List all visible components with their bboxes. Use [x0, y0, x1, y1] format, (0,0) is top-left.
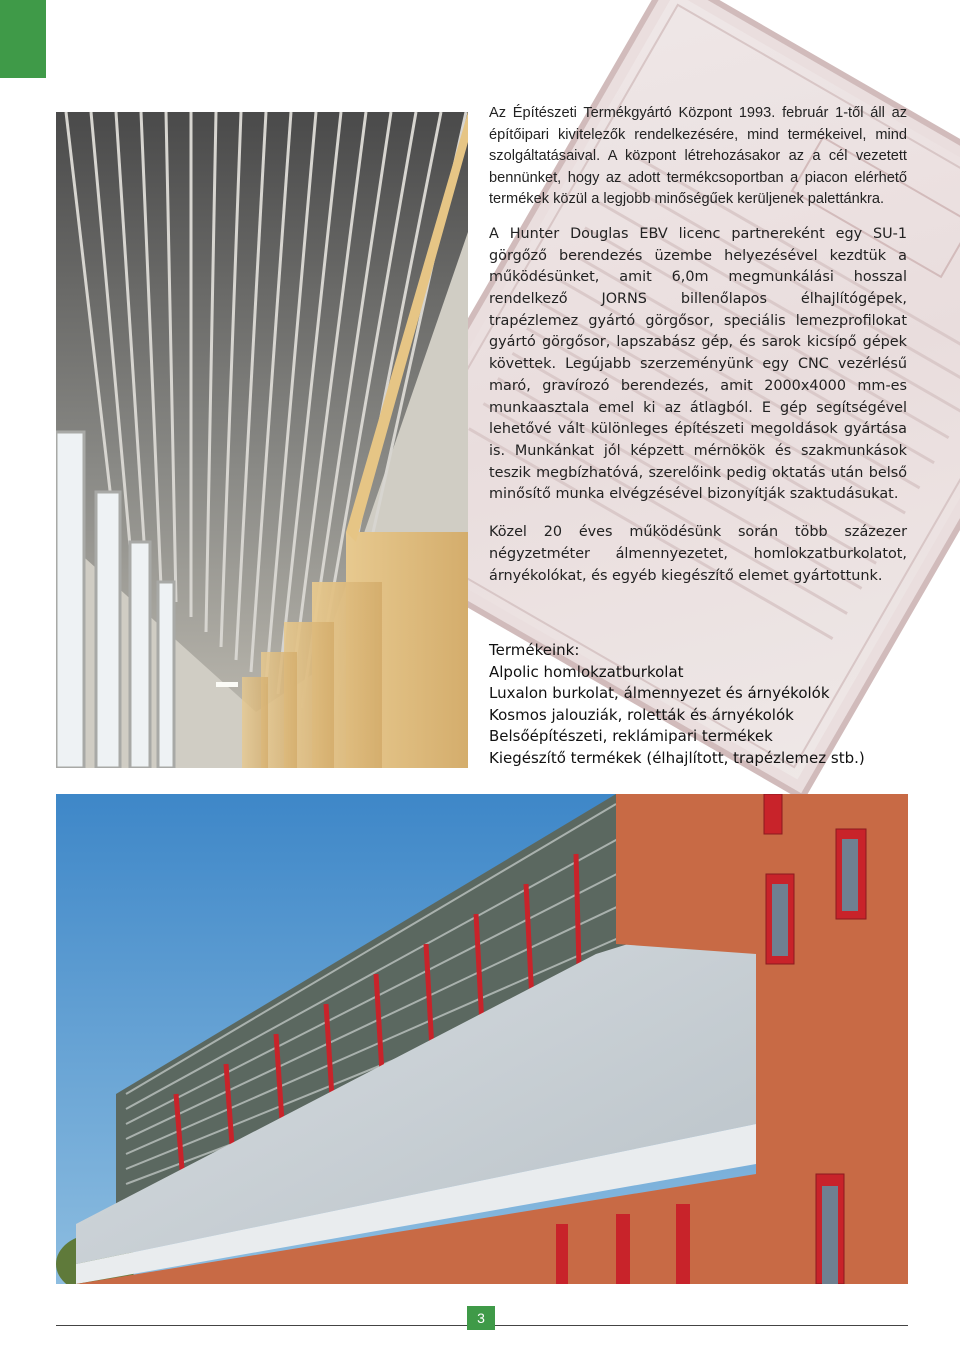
intro-paragraph: Az Építészeti Termékgyártó Központ 1993. február 1-től áll az építőipari kivitelezők rendelkezésére, mind termékeivel, mind szolgáltatásaival. A központ létrehozásakor az a cél vezetett bennünket, hogy az adott termékcsoportban a piacon elérhető termékek közül a legjobb minőségűek kerüljenek palettánkra. — [489, 105, 907, 208]
product-item: Kiegészítő termékek (élhajlított, trapézlemez stb.) — [489, 748, 865, 767]
ceiling-slats-illustration — [56, 112, 468, 768]
corner-green-tab — [0, 0, 46, 78]
experience-paragraph: Közel 20 éves működésünk során több százezer négyzetméter álmennyezetet, homlokzatburkolatot, árnyékolókat, és egyéb kiegészítő elemet gyártottunk. — [489, 524, 907, 584]
products-list — [489, 640, 909, 770]
product-item: Kosmos jalouziák, roletták és árnyékolók — [489, 705, 794, 724]
product-item: Alpolic homlokzatburkolat — [489, 662, 684, 681]
building-facade-photo — [56, 794, 908, 1284]
building-facade-illustration — [56, 794, 908, 1284]
product-item: Luxalon burkolat, álmennyezet és árnyékolók — [489, 684, 830, 703]
products-heading: Termékeink: — [489, 641, 580, 659]
article-text — [489, 103, 907, 587]
product-item: Belsőépítészeti, reklámipari termékek — [489, 727, 773, 746]
ceiling-slats-photo — [56, 112, 468, 768]
equipment-paragraph: A Hunter Douglas EBV licenc partnereként egy SU-1 görgőző berendezés üzembe helyezésével kezdtük a működésünket, amit 6,0m megmunkálási hosszal rendelkező JORNS billenőlapos élhajlítógépek, trapézlemez gyártó görgősor, speciális lemezprofilokat gyártó görgősor, lapszabász gép, és sarok kicsípő gépek követtek. Legújabb szerzeményünk egy CNC vezérlésű maró, gravírozó berendezés, amit 2000x4000 mm-es munkaasztala emel ki az átlagból. E gép segítségével lehetővé vált különleges építészeti megoldások gyártása is. Munkánkat jól képzett mérnökök és szakmunkások teszik megbízhatóvá, szerelőink pedig oktatás után belső minősítő munka elvégzésével bizonyítják szaktudásukat. — [489, 225, 907, 503]
page-number: 3 — [467, 1306, 495, 1330]
